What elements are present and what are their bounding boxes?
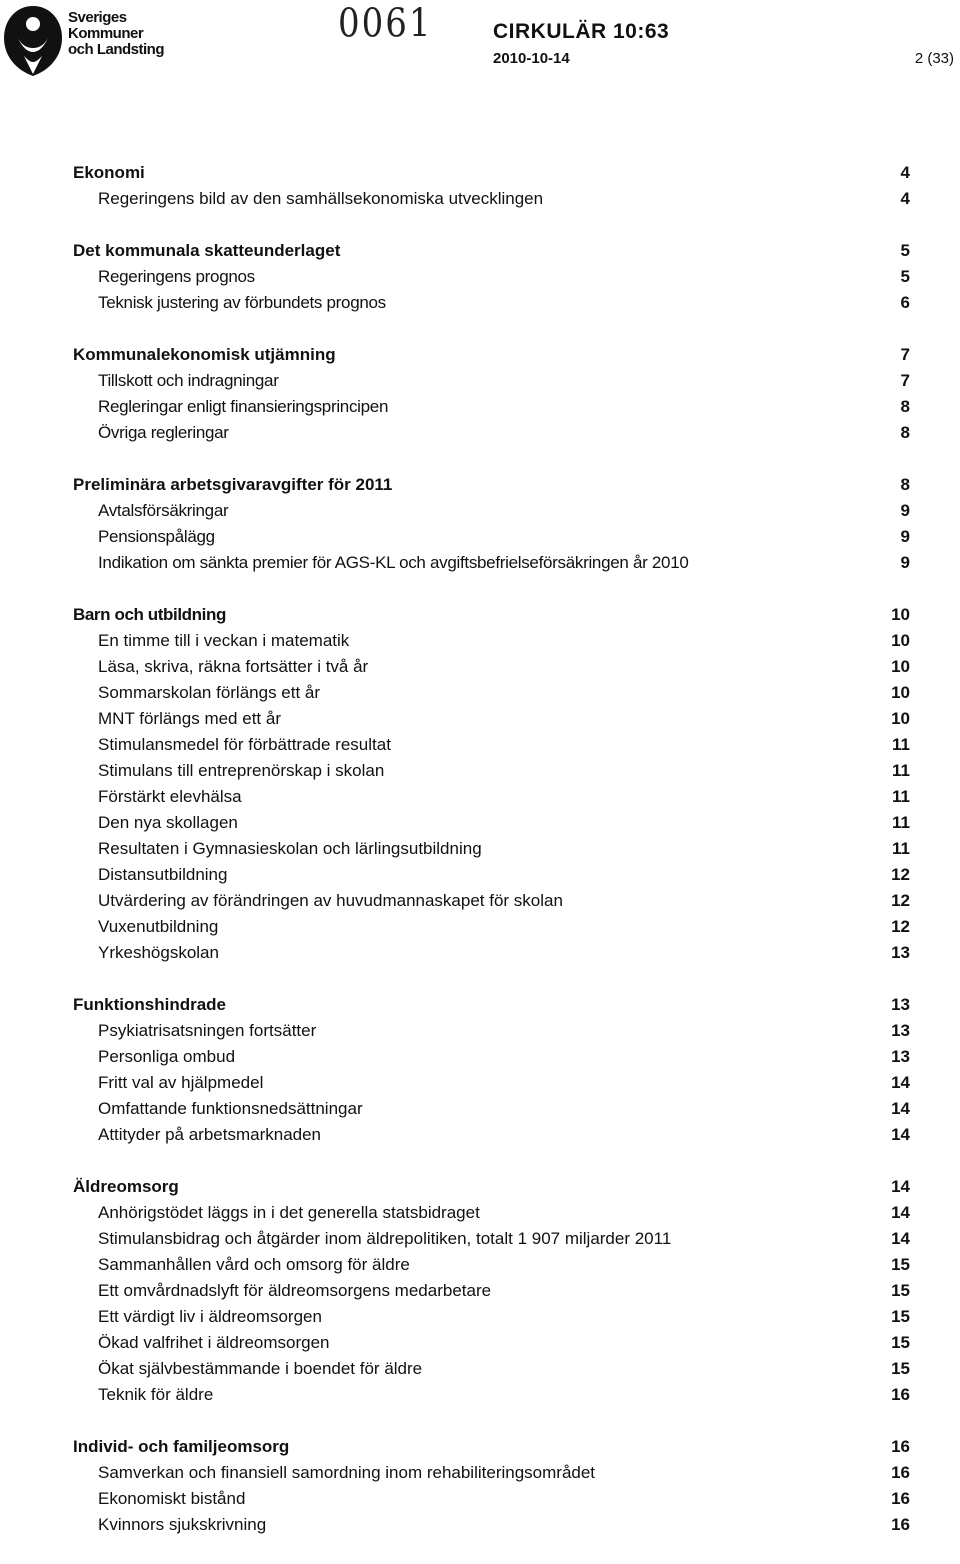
- toc-entry[interactable]: [0, 1018, 960, 1044]
- toc-entry-title: MNT förlängs med ett år: [98, 709, 281, 728]
- toc-entry-title: Övriga regleringar: [98, 423, 229, 442]
- toc-entry-title: Ökad valfrihet i äldreomsorgen: [98, 1333, 330, 1352]
- toc-entry-title: Vuxenutbildning: [98, 917, 219, 936]
- toc-entry-title: Regeringens bild av den samhällsekonomiska utvecklingen: [98, 189, 544, 208]
- toc-entry[interactable]: [0, 914, 960, 940]
- toc-page-number: 10: [891, 683, 910, 702]
- toc-entry-title: Distansutbildning: [98, 865, 228, 884]
- toc-page-number: 9: [900, 527, 910, 546]
- toc-entry[interactable]: [0, 1278, 960, 1304]
- toc-entry[interactable]: [0, 1512, 960, 1538]
- toc-entry[interactable]: [0, 1226, 960, 1252]
- toc-page-number: 15: [891, 1255, 910, 1274]
- toc-heading[interactable]: [0, 238, 960, 264]
- toc-heading[interactable]: [0, 472, 960, 498]
- toc-entry[interactable]: [0, 784, 960, 810]
- toc-entry[interactable]: [0, 394, 960, 420]
- toc-entry-title: Fritt val av hjälpmedel: [98, 1073, 264, 1092]
- toc-page-number: 15: [891, 1333, 910, 1352]
- toc-entry[interactable]: [0, 1330, 960, 1356]
- toc-entry[interactable]: [0, 940, 960, 966]
- toc-entry[interactable]: [0, 732, 960, 758]
- toc-heading-title: Kommunalekonomisk utjämning: [73, 345, 336, 364]
- toc-entry[interactable]: [0, 1486, 960, 1512]
- toc-entry[interactable]: [0, 680, 960, 706]
- toc-entry-title: Kvinnors sjukskrivning: [98, 1515, 267, 1534]
- toc-entry-title: Attityder på arbetsmarknaden: [98, 1125, 322, 1144]
- toc-page-number: 5: [900, 241, 910, 260]
- toc-page-number: 15: [891, 1281, 910, 1300]
- toc-entry-title: Omfattande funktionsnedsättningar: [98, 1099, 363, 1118]
- toc-page-number: 10: [891, 631, 910, 650]
- toc-page-number: 13: [891, 943, 910, 962]
- toc-heading[interactable]: [0, 342, 960, 368]
- toc-page-number: 10: [891, 605, 910, 624]
- toc-page-number: 14: [891, 1073, 910, 1092]
- page-header: [0, 0, 960, 90]
- toc-page-number: 4: [900, 163, 910, 182]
- toc-page-number: 10: [891, 657, 910, 676]
- page-number: 2 (33): [914, 50, 954, 67]
- toc-section: [0, 472, 960, 576]
- toc-entry[interactable]: [0, 524, 960, 550]
- toc-page-number: 14: [891, 1203, 910, 1222]
- circular-date: 2010-10-14: [493, 50, 570, 67]
- toc-section: [0, 1434, 960, 1538]
- toc-heading-title: Preliminära arbetsgivaravgifter för 2011: [73, 475, 393, 494]
- toc-page-number: 14: [891, 1125, 910, 1144]
- toc-page-number: 12: [891, 865, 910, 884]
- toc-entry-title: Pensionspålägg: [98, 527, 215, 546]
- toc-page-number: 9: [900, 501, 910, 520]
- toc-page-number: 7: [900, 371, 910, 390]
- toc-entry[interactable]: [0, 706, 960, 732]
- toc-entry-title: Sammanhållen vård och omsorg för äldre: [98, 1255, 410, 1274]
- toc-section: [0, 342, 960, 446]
- toc-entry[interactable]: [0, 1252, 960, 1278]
- toc-heading-title: Individ- och familjeomsorg: [73, 1437, 290, 1456]
- toc-entry-title: Yrkeshögskolan: [98, 943, 219, 962]
- toc-heading[interactable]: [0, 1434, 960, 1460]
- toc-entry[interactable]: [0, 758, 960, 784]
- toc-entry[interactable]: [0, 1096, 960, 1122]
- organization-name: [68, 10, 164, 58]
- toc-entry[interactable]: [0, 290, 960, 316]
- toc-entry[interactable]: [0, 368, 960, 394]
- toc-entry-title: Indikation om sänkta premier för AGS-KL och avgiftsbefrielseförsäkringen år 2010: [98, 553, 689, 572]
- circular-number: CIRKULÄR 10:63: [493, 20, 670, 43]
- toc-heading[interactable]: [0, 160, 960, 186]
- toc-page-number: 11: [892, 813, 910, 832]
- toc-page-number: 8: [900, 423, 910, 442]
- toc-entry[interactable]: [0, 862, 960, 888]
- toc-entry[interactable]: [0, 550, 960, 576]
- toc-entry[interactable]: [0, 1382, 960, 1408]
- toc-entry[interactable]: [0, 1200, 960, 1226]
- toc-entry-title: Psykiatrisatsningen fortsätter: [98, 1021, 317, 1040]
- toc-page-number: 14: [891, 1177, 910, 1196]
- toc-entry-title: Personliga ombud: [98, 1047, 236, 1066]
- toc-entry-title: Ett värdigt liv i äldreomsorgen: [98, 1307, 322, 1326]
- toc-entry-title: Sommarskolan förlängs ett år: [98, 683, 321, 702]
- toc-section: [0, 1174, 960, 1408]
- toc-entry[interactable]: [0, 888, 960, 914]
- toc-page-number: 14: [891, 1099, 910, 1118]
- toc-entry[interactable]: [0, 498, 960, 524]
- toc-page-number: 11: [892, 787, 910, 806]
- toc-page-number: 13: [891, 1047, 910, 1066]
- toc-entry-title: En timme till i veckan i matematik: [98, 631, 350, 650]
- toc-entry-title: Anhörigstödet läggs in i det generella statsbidraget: [98, 1203, 480, 1222]
- toc-entry[interactable]: [0, 1304, 960, 1330]
- toc-entry-title: Regeringens prognos: [98, 267, 255, 286]
- toc-page-number: 16: [891, 1463, 910, 1482]
- toc-page-number: 15: [891, 1307, 910, 1326]
- toc-entry[interactable]: [0, 628, 960, 654]
- toc-heading-title: Funktionshindrade: [73, 995, 226, 1014]
- document-stamp: 0061: [338, 1, 433, 47]
- toc-heading-title: Barn och utbildning: [73, 605, 226, 624]
- toc-heading-title: Äldreomsorg: [73, 1177, 179, 1196]
- toc-page-number: 4: [900, 189, 910, 208]
- toc-heading[interactable]: [0, 602, 960, 628]
- toc-page-number: 14: [891, 1229, 910, 1248]
- toc-entry-title: Regleringar enligt finansieringsprincipen: [98, 397, 389, 416]
- toc-entry[interactable]: [0, 420, 960, 446]
- toc-page-number: 11: [892, 735, 910, 754]
- toc-page-number: 9: [900, 553, 910, 572]
- toc-page-number: 6: [900, 293, 910, 312]
- toc-entry-title: Stimulansmedel för förbättrade resultat: [98, 735, 391, 754]
- toc-entry[interactable]: [0, 1044, 960, 1070]
- table-of-contents: [0, 160, 960, 1564]
- toc-entry[interactable]: [0, 1070, 960, 1096]
- toc-section: [0, 602, 960, 966]
- org-line: Sveriges: [68, 9, 127, 26]
- toc-page-number: 10: [891, 709, 910, 728]
- toc-entry[interactable]: [0, 264, 960, 290]
- toc-entry[interactable]: [0, 1122, 960, 1148]
- toc-page-number: 16: [891, 1385, 910, 1404]
- toc-entry[interactable]: [0, 810, 960, 836]
- toc-page-number: 8: [900, 475, 910, 494]
- skl-logo-icon: [2, 4, 64, 78]
- toc-page-number: 16: [891, 1515, 910, 1534]
- toc-entry-title: Stimulansbidrag och åtgärder inom äldrepolitiken, totalt 1 907 miljarder 2011: [98, 1229, 672, 1248]
- toc-page-number: 13: [891, 995, 910, 1014]
- toc-page-number: 16: [891, 1437, 910, 1456]
- toc-entry[interactable]: [0, 836, 960, 862]
- toc-entry-title: Avtalsförsäkringar: [98, 501, 229, 520]
- toc-heading[interactable]: [0, 1174, 960, 1200]
- toc-entry-title: Utvärdering av förändringen av huvudmannaskapet för skolan: [98, 891, 563, 910]
- toc-entry[interactable]: [0, 1460, 960, 1486]
- toc-page-number: 8: [900, 397, 910, 416]
- toc-entry-title: Tillskott och indragningar: [98, 371, 279, 390]
- toc-entry-title: Ökat självbestämmande i boendet för äldre: [98, 1359, 423, 1378]
- toc-entry-title: Ekonomiskt bistånd: [98, 1489, 246, 1508]
- toc-heading[interactable]: [0, 992, 960, 1018]
- toc-page-number: 12: [891, 891, 910, 910]
- toc-section: [0, 992, 960, 1148]
- toc-page-number: 5: [900, 267, 910, 286]
- toc-entry-title: Ett omvårdnadslyft för äldreomsorgens medarbetare: [98, 1281, 492, 1300]
- toc-entry-title: Resultaten i Gymnasieskolan och lärlingsutbildning: [98, 839, 482, 858]
- toc-entry-title: Teknisk justering av förbundets prognos: [98, 293, 386, 312]
- toc-section: [0, 238, 960, 316]
- toc-entry-title: Teknik för äldre: [98, 1385, 214, 1404]
- toc-entry-title: Läsa, skriva, räkna fortsätter i två år: [98, 657, 369, 676]
- toc-heading-title: Ekonomi: [73, 163, 145, 182]
- toc-page-number: 7: [900, 345, 910, 364]
- toc-page-number: 13: [891, 1021, 910, 1040]
- toc-entry[interactable]: [0, 1356, 960, 1382]
- toc-page-number: 12: [891, 917, 910, 936]
- toc-entry-title: Stimulans till entreprenörskap i skolan: [98, 761, 385, 780]
- toc-page-number: 11: [892, 839, 910, 858]
- toc-page-number: 11: [892, 761, 910, 780]
- toc-entry[interactable]: [0, 186, 960, 212]
- toc-section: [0, 160, 960, 212]
- org-line: och Landsting: [68, 41, 164, 58]
- toc-entry-title: Den nya skollagen: [98, 813, 238, 832]
- org-line: Kommuner: [68, 25, 144, 42]
- toc-page-number: 16: [891, 1489, 910, 1508]
- toc-page-number: 15: [891, 1359, 910, 1378]
- toc-entry[interactable]: [0, 654, 960, 680]
- toc-entry-title: Samverkan och finansiell samordning inom rehabiliteringsområdet: [98, 1463, 596, 1482]
- toc-entry-title: Förstärkt elevhälsa: [98, 787, 242, 806]
- toc-heading-title: Det kommunala skatteunderlaget: [73, 241, 341, 260]
